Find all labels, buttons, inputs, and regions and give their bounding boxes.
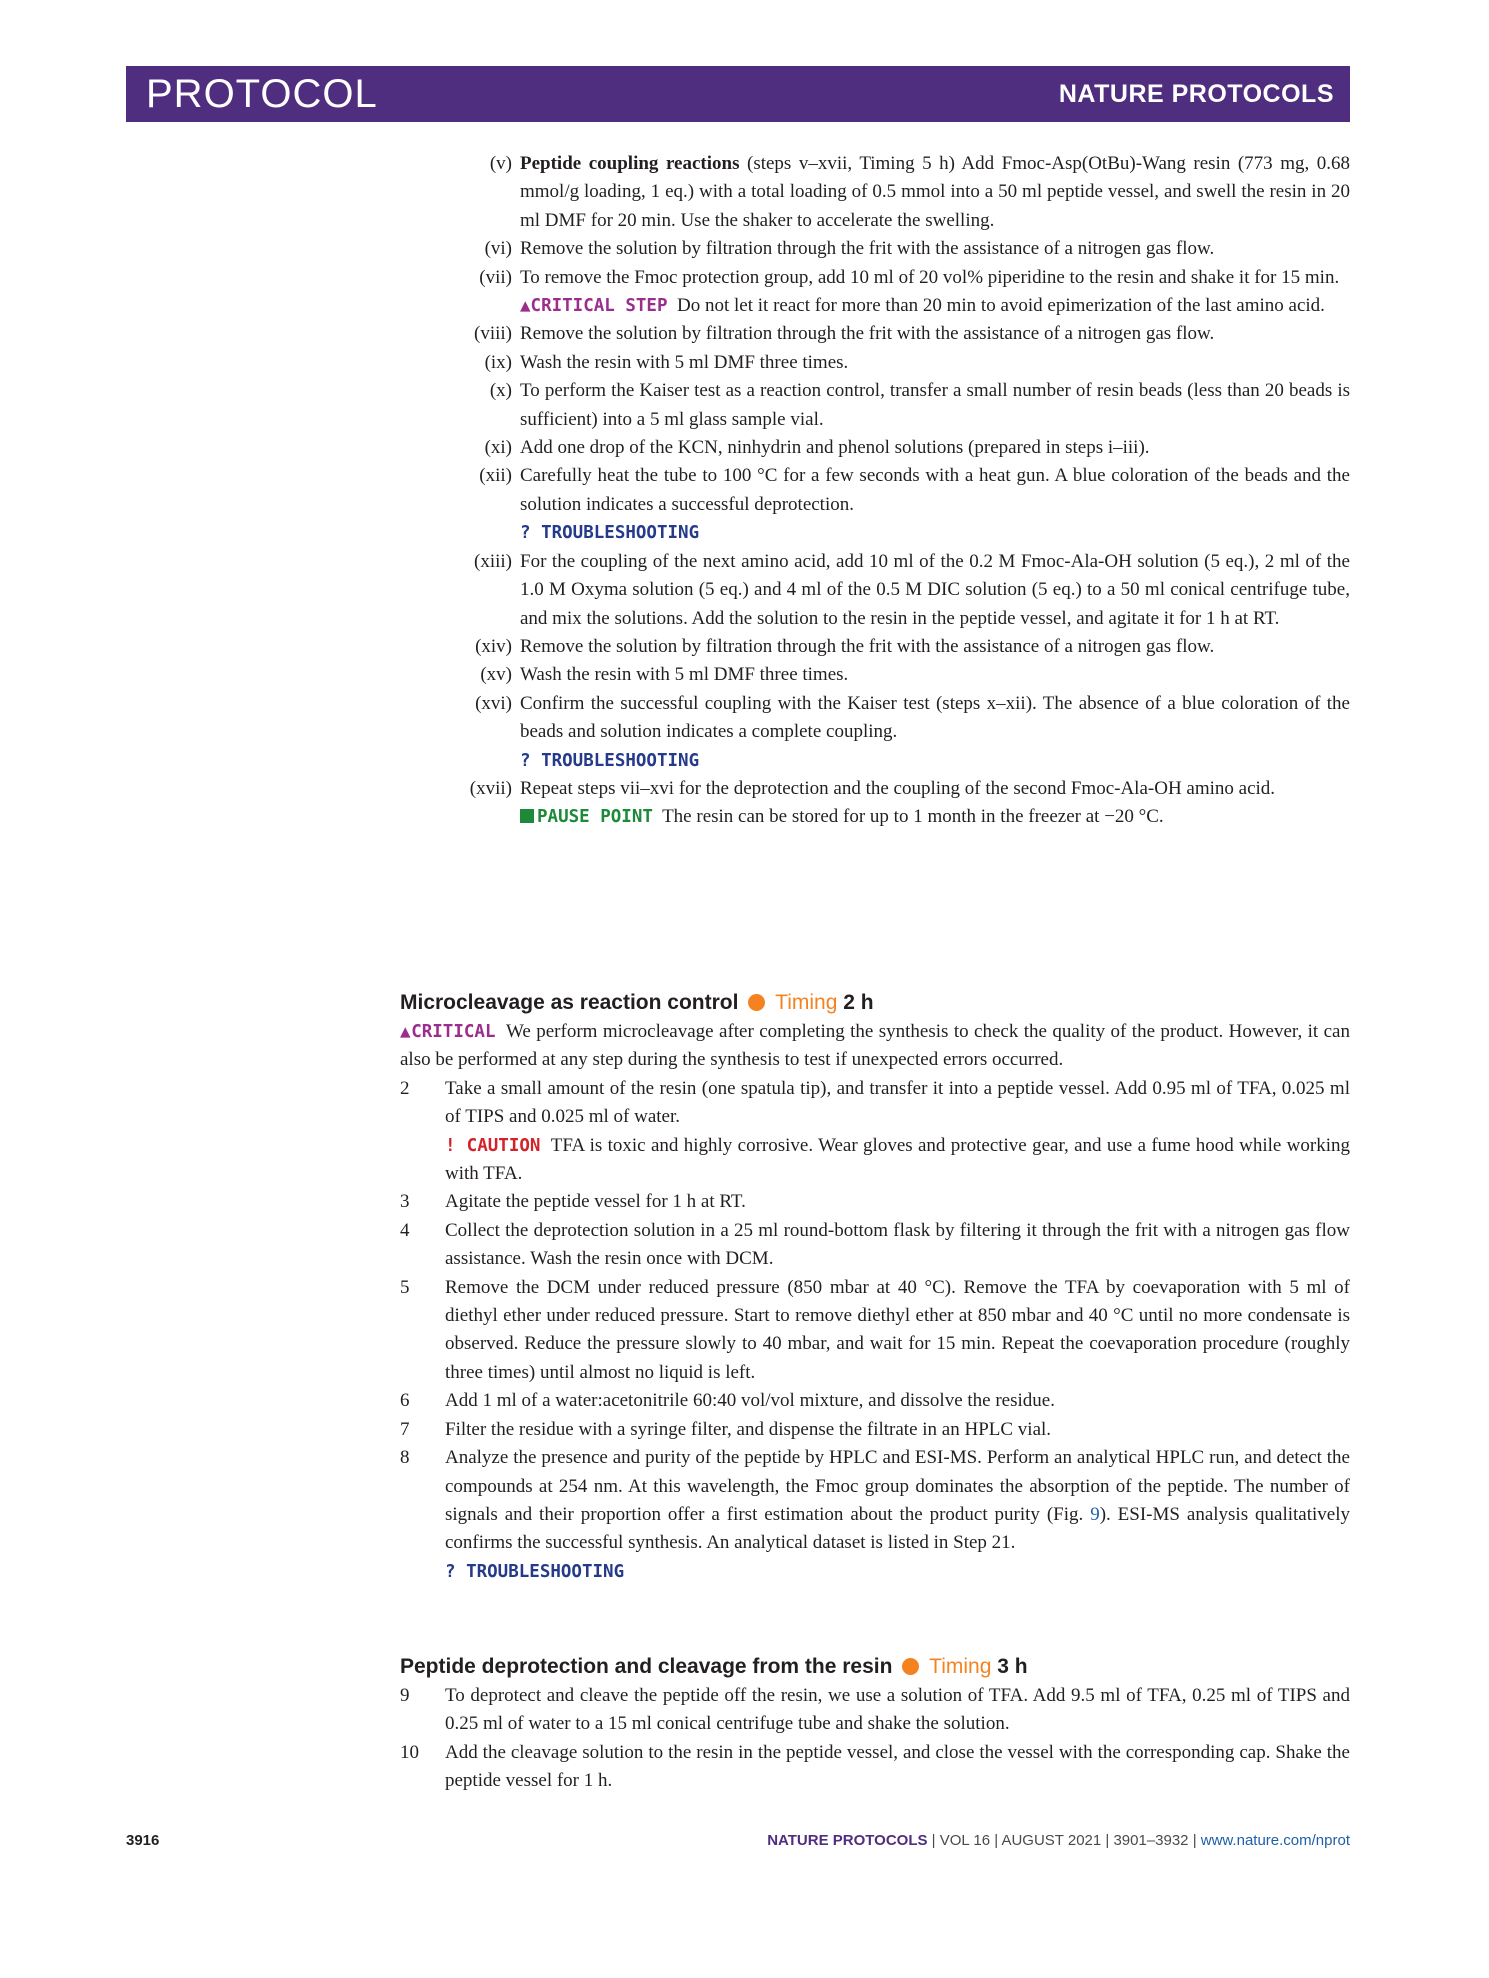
step-9 xyxy=(400,1682,1350,1739)
step-text xyxy=(445,1444,1350,1558)
timing-dot-icon xyxy=(902,1658,919,1675)
step-text: Add the cleavage solution to the resin in the peptide vessel, and close the vessel with the corresponding cap. Shake the peptide vessel for 1 h. xyxy=(445,1741,1350,1792)
step-number: 5 xyxy=(400,1276,410,1298)
footer-url-link[interactable]: www.nature.com/nprot xyxy=(1200,1832,1350,1849)
step-number: (xii) xyxy=(479,465,512,487)
step-v xyxy=(400,150,1350,235)
step-text: Filter the residue with a syringe filter, and dispense the filtrate in an HPLC vial. xyxy=(445,1418,1052,1440)
step-text: Collect the deprotection solution in a 25 ml round-bottom flask by filtering it through the frit with a nitrogen gas flow assistance. Wash the resin once with DCM. xyxy=(445,1219,1350,1270)
step-number: (xiii) xyxy=(474,550,512,572)
step-xvi xyxy=(400,690,1350,747)
step-lead: Peptide coupling reactions xyxy=(520,153,740,174)
step-xii xyxy=(400,462,1350,519)
section-title: Peptide deprotection and cleavage from the resin xyxy=(400,1655,893,1678)
step-number: (ix) xyxy=(484,351,512,373)
step-text: For the coupling of the next amino acid, add 10 ml of the 0.2 M Fmoc-Ala-OH solution (5 eq.), 2 ml of the 1.0 M Oxyma solution (5 eq.) and 4 ml of the 0.5 M DIC solution (5 eq.) to a 50 ml conical centrifuge tube, and mix the solutions. Add the solution to the resin in the peptide vessel, and agitate it for 1 h at RT. xyxy=(520,550,1350,629)
step-text: Remove the solution by filtration through the frit with the assistance of a nitrogen gas flow. xyxy=(520,635,1215,657)
step-number: 10 xyxy=(400,1741,419,1763)
step-text: To deprotect and cleave the peptide off the resin, we use a solution of TFA. Add 9.5 ml of TFA, 0.25 ml of TIPS and 0.25 ml of water to a 15 ml conical centrifuge tube and shake the solution. xyxy=(445,1685,1350,1735)
critical-step-text: Do not let it react for more than 20 min to avoid epimerization of the last amino acid. xyxy=(677,295,1325,317)
step-number: (xv) xyxy=(480,664,512,686)
step-text-part: ). ESI-MS analysis qualitatively confirms the successful synthesis. An analytical dataset is listed in Step 21. xyxy=(445,1503,1350,1554)
step-vii xyxy=(400,264,1350,292)
step-xiv xyxy=(400,633,1350,661)
step-6 xyxy=(400,1387,1350,1415)
section-heading xyxy=(400,988,1350,1018)
caution-label: ! CAUTION xyxy=(445,1135,541,1156)
caution-note xyxy=(445,1132,1350,1189)
section-microcleavage xyxy=(400,988,1350,1586)
troubleshooting-note xyxy=(445,1558,1350,1586)
step-vi xyxy=(400,235,1350,263)
page-footer xyxy=(126,1832,1350,1856)
step-viii xyxy=(400,320,1350,348)
step-text: Take a small amount of the resin (one spatula tip), and transfer it into a peptide vessel. Add 0.95 ml of TFA, 0.025 ml of TIPS and 0.025 ml of water. xyxy=(445,1077,1350,1128)
step-number: (vi) xyxy=(484,238,512,260)
step-xv xyxy=(400,661,1350,689)
step-text: Confirm the successful coupling with the Kaiser test (steps x–xii). The absence of a blue coloration of the beads and solution indicates a complete coupling. xyxy=(520,692,1350,743)
header-section-label: PROTOCOL xyxy=(146,72,378,116)
timing-dot-icon xyxy=(748,994,765,1011)
section-heading xyxy=(400,1652,1350,1682)
step-5 xyxy=(400,1274,1350,1388)
troubleshooting-label: ? TROUBLESHOOTING xyxy=(445,1561,625,1582)
timing-label: Timing xyxy=(775,991,838,1014)
step-text: To remove the Fmoc protection group, add 10 ml of 20 vol% piperidine to the resin and shake it for 15 min. xyxy=(520,266,1340,288)
troubleshooting-note xyxy=(400,519,1350,547)
step-number: (xi) xyxy=(484,437,512,459)
step-text: Remove the solution by filtration through the frit with the assistance of a nitrogen gas flow. xyxy=(520,238,1215,260)
section-title: Microcleavage as reaction control xyxy=(400,991,739,1014)
pause-square-icon xyxy=(520,809,534,823)
step-number: 2 xyxy=(400,1077,410,1099)
footer-journal: NATURE PROTOCOLS xyxy=(767,1832,928,1849)
step-text: Repeat steps vii–xvi for the deprotection and the coupling of the second Fmoc-Ala-OH amino acid. xyxy=(520,777,1276,799)
step-2 xyxy=(400,1075,1350,1189)
pause-point-note xyxy=(400,803,1350,831)
step-text: Wash the resin with 5 ml DMF three times. xyxy=(520,664,849,686)
troubleshooting-label: ? TROUBLESHOOTING xyxy=(520,523,700,544)
step-number: (v) xyxy=(489,153,512,174)
step-number: 8 xyxy=(400,1447,410,1469)
page-number: 3916 xyxy=(126,1832,160,1849)
step-text: Add one drop of the KCN, ninhydrin and phenol solutions (prepared in steps i–iii). xyxy=(520,437,1150,459)
timing-value: 3 h xyxy=(997,1655,1028,1678)
step-ix xyxy=(400,349,1350,377)
critical-note xyxy=(400,1018,1350,1075)
step-number: 3 xyxy=(400,1191,410,1213)
caution-text: TFA is toxic and highly corrosive. Wear gloves and protective gear, and use a fume hood while working with TFA. xyxy=(445,1134,1350,1185)
step-number: (xvii) xyxy=(469,777,512,799)
step-number: 7 xyxy=(400,1418,410,1440)
step-10 xyxy=(400,1739,1350,1796)
figure-link[interactable]: 9 xyxy=(1090,1503,1100,1525)
step-xiii xyxy=(400,548,1350,633)
step-3 xyxy=(400,1188,1350,1216)
header-journal-name: NATURE PROTOCOLS xyxy=(1058,80,1334,108)
step-text: Add 1 ml of a water:acetonitrile 60:40 vol/vol mixture, and dissolve the residue. xyxy=(445,1390,1055,1412)
step-x xyxy=(400,377,1350,434)
timing-value: 2 h xyxy=(843,991,874,1014)
step-text-part: Analyze the presence and purity of the peptide by HPLC and ESI-MS. Perform an analytical HPLC run, and detect the compounds at 254 nm. At this wavelength, the Fmoc group dominates the absorption of the peptide. The number of signals and their proportion offer a first estimation about the product purity (Fig. xyxy=(445,1447,1350,1525)
page-header xyxy=(126,66,1350,122)
step-text: Carefully heat the tube to 100 °C for a few seconds with a heat gun. A blue coloration of the beads and the solution indicates a successful deprotection. xyxy=(520,465,1350,515)
timing-label: Timing xyxy=(929,1655,992,1678)
step-number: (x) xyxy=(489,380,512,402)
step-list xyxy=(400,150,1350,832)
critical-text: We perform microcleavage after completing the synthesis to check the quality of the product. However, it can also be performed at any step during the synthesis to test if unexpected errors occurred. xyxy=(400,1021,1350,1071)
step-text: (steps v–xvii, Timing 5 h) Add Fmoc-Asp(OtBu)-Wang resin (773 mg, 0.68 mmol/g loading, 1 eq.) with a total loading of 0.5 mmol into a 50 ml peptide vessel, and swell the resin in 20 ml DMF for 20 min. Use the shaker to accelerate the swelling. xyxy=(520,153,1350,231)
step-number: (xvi) xyxy=(475,692,512,714)
step-number: 6 xyxy=(400,1390,410,1412)
step-4 xyxy=(400,1217,1350,1274)
step-number: 4 xyxy=(400,1219,410,1241)
footer-citation xyxy=(767,1832,1350,1849)
step-text: Remove the solution by filtration through the frit with the assistance of a nitrogen gas flow. xyxy=(520,323,1215,345)
step-number: (viii) xyxy=(474,323,512,345)
step-number: (vii) xyxy=(479,266,512,288)
critical-step-note xyxy=(400,292,1350,320)
step-8 xyxy=(400,1444,1350,1586)
step-xvii xyxy=(400,775,1350,803)
step-number: 9 xyxy=(400,1685,410,1706)
step-text: Agitate the peptide vessel for 1 h at RT. xyxy=(445,1191,746,1213)
step-text: Wash the resin with 5 ml DMF three times. xyxy=(520,351,849,373)
troubleshooting-label: ? TROUBLESHOOTING xyxy=(520,750,700,771)
footer-volume: | VOL 16 | AUGUST 2021 | 3901–3932 | xyxy=(927,1832,1201,1849)
step-7 xyxy=(400,1416,1350,1444)
pause-point-text: The resin can be stored for up to 1 month in the freezer at −20 °C. xyxy=(662,806,1164,828)
step-text: To perform the Kaiser test as a reaction control, transfer a small number of resin beads (less than 20 beads is sufficient) into a 5 ml glass sample vial. xyxy=(520,380,1350,430)
section-cleavage xyxy=(400,1652,1350,1796)
step-text: Remove the DCM under reduced pressure (850 mbar at 40 °C). Remove the TFA by coevaporation with 5 ml of diethyl ether under reduced pressure. Start to remove diethyl ether at 850 mbar and 40 °C until no more condensate is observed. Reduce the pressure slowly to 40 mbar, and wait for 15 min. Repeat the coevaporation procedure (roughly three times) until almost no liquid is left. xyxy=(445,1276,1350,1383)
step-number: (xiv) xyxy=(475,635,512,657)
troubleshooting-note xyxy=(400,747,1350,775)
pause-point-label: PAUSE POINT xyxy=(537,807,653,828)
critical-step-label: ▲CRITICAL STEP xyxy=(520,296,668,317)
step-xi xyxy=(400,434,1350,462)
critical-label: ▲CRITICAL xyxy=(400,1022,496,1042)
